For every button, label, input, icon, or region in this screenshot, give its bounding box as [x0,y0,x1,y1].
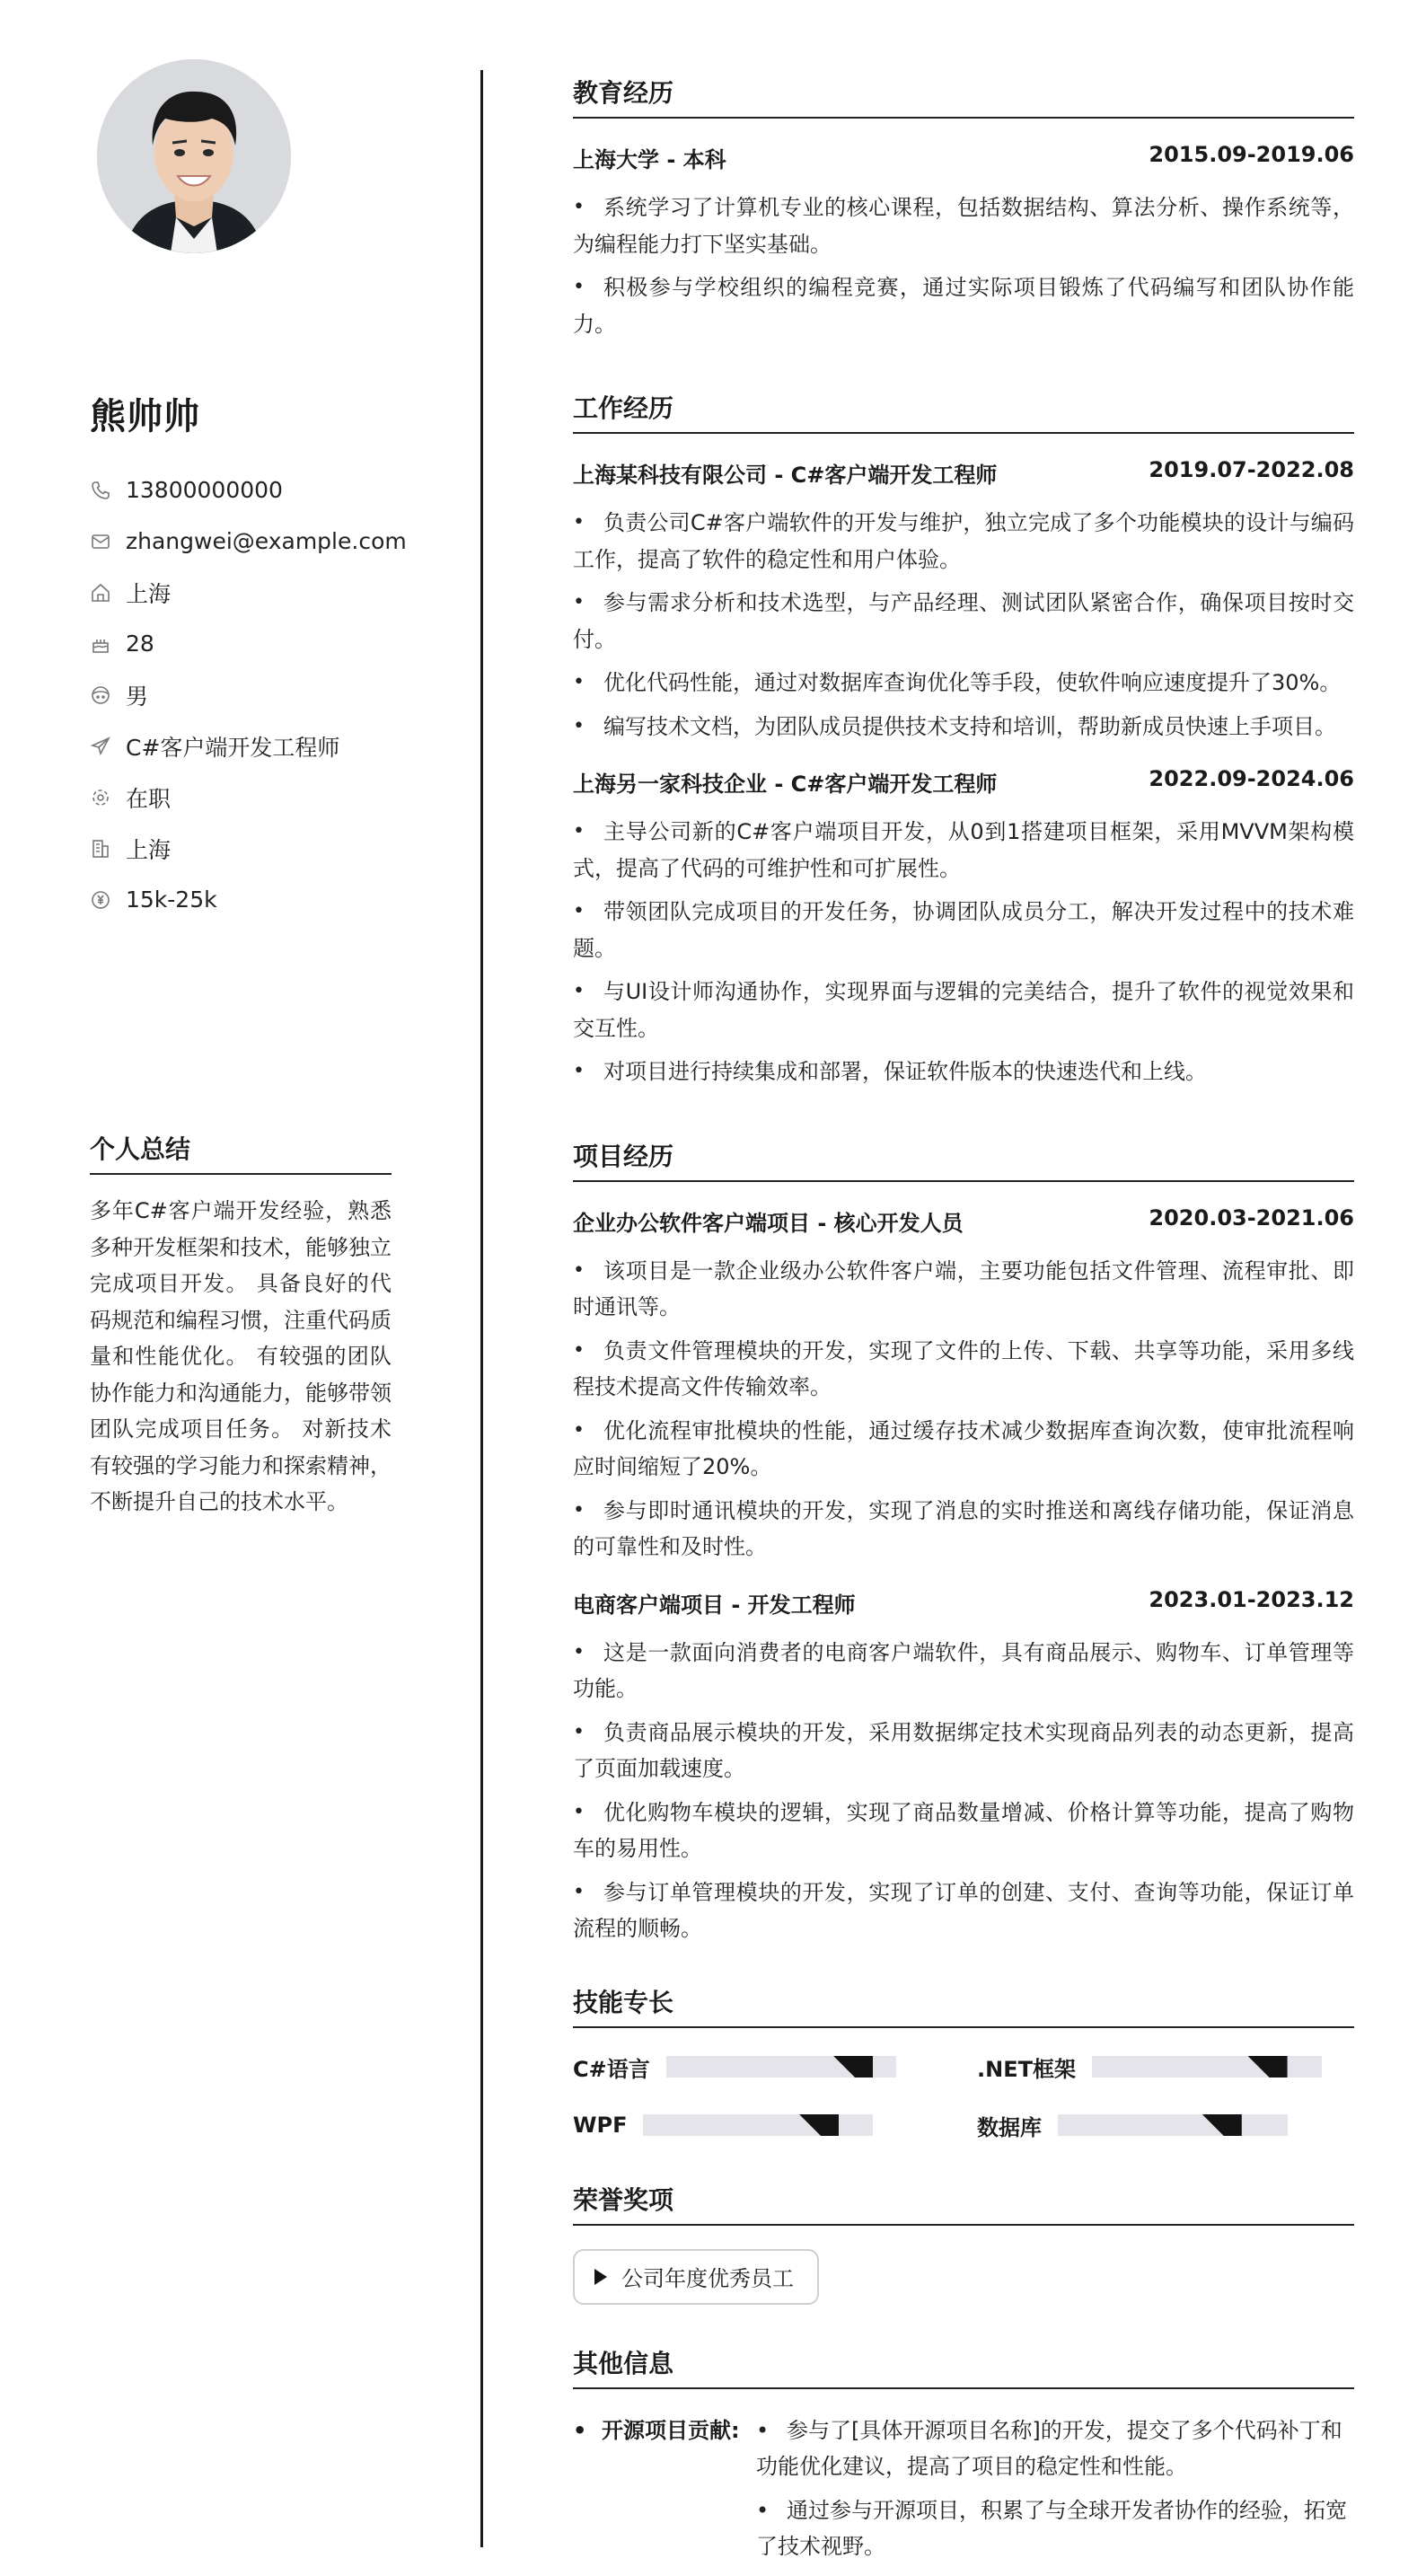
info-age-text: 28 [126,631,154,657]
skill-item [573,2110,977,2141]
skill-bar [1092,2056,1322,2078]
skill-name: C#语言 [573,2056,650,2082]
gender-icon [90,684,111,706]
skill-item [573,2051,977,2083]
list-item: • 编写技术文档，为团队成员提供技术支持和培训，帮助新成员快速上手项目。 [573,709,1354,745]
list-item: • 该项目是一款企业级办公软件客户端，主要功能包括文件管理、流程审批、即时通讯等。 [573,1253,1354,1326]
info-gender-text: 男 [126,683,149,710]
work-org: 上海另一家科技企业 - C#客户端开发工程师 [573,772,998,797]
list-item: • 参与订单管理模块的开发，实现了订单的创建、支付、查询等功能，保证订单流程的顺畅。 [573,1875,1354,1947]
list-item: • 参与需求分析和技术选型，与产品经理、测试团队紧密合作，确保项目按时交付。 [573,585,1354,657]
status-icon [90,787,111,808]
info-status [90,772,395,823]
building-icon [90,838,111,860]
list-item: • 负责商品展示模块的开发，采用数据绑定技术实现商品列表的动态更新，提高了页面加载速度。 [573,1715,1354,1787]
education-date: 2015.09-2019.06 [1149,142,1354,167]
project-bullets [573,1635,1354,1947]
home-icon [90,582,111,604]
info-city [90,823,395,874]
work-bullets [573,814,1354,1090]
list-item: • 对项目进行持续集成和部署，保证软件版本的快速迭代和上线。 [573,1054,1354,1090]
project-entry-head [573,1587,1354,1619]
list-item: • 优化购物车模块的逻辑，实现了商品数量增减、价格计算等功能，提高了购物车的易用性。 [573,1795,1354,1867]
skill-name: 数据库 [977,2114,1042,2140]
work-org: 上海某科技有限公司 - C#客户端开发工程师 [573,463,998,488]
left-column [90,59,407,1514]
info-position-text: C#客户端开发工程师 [126,734,340,761]
salary-icon [90,889,111,911]
info-email [90,516,407,567]
list-item: • 与UI设计师沟通协作，实现界面与逻辑的完美结合，提升了软件的视觉效果和交互性。 [573,974,1354,1046]
skill-item [977,2110,1354,2141]
other-row [573,2413,1354,2572]
skill-item [977,2051,1354,2083]
avatar [97,59,291,253]
info-phone [90,464,395,516]
awards-heading: 荣誉奖项 [573,2181,1354,2226]
award-label: 公司年度优秀员工 [621,2266,794,2291]
info-email-text: zhangwei@example.com [126,528,407,554]
project-name: 电商客户端项目 - 开发工程师 [573,1592,856,1618]
column-divider [480,70,483,2547]
summary-heading: 个人总结 [90,1130,392,1175]
other-bullets [756,2413,1354,2572]
right-column [573,74,1354,2572]
education-heading: 教育经历 [573,74,1354,119]
phone-icon [90,480,111,501]
work-entry-head [573,766,1354,798]
list-item: • 主导公司新的C#客户端项目开发，从0到1搭建项目框架，采用MVVM架构模式，提高了代码的可维护性和可扩展性。 [573,814,1354,887]
list-item: • 系统学习了计算机专业的核心课程，包括数据结构、算法分析、操作系统等，为编程能力打下坚实基础。 [573,190,1354,262]
info-phone-text: 13800000000 [126,477,283,503]
education-entry-head [573,142,1354,173]
work-bullets [573,505,1354,745]
project-entry-head [573,1205,1354,1237]
education-section [573,74,1354,342]
skill-bar [643,2114,873,2136]
info-age [90,618,395,669]
other-section [573,2344,1354,2572]
skill-bar-fill [643,2114,839,2136]
info-position [90,720,395,772]
person-name: 熊帅帅 [90,396,200,437]
list-item: • 通过参与开源项目，积累了与全球开发者协作的经验，拓宽了技术视野。 [756,2492,1354,2565]
work-date: 2022.09-2024.06 [1149,766,1354,791]
skill-bar-fill [666,2056,873,2078]
skill-bar-fill [1092,2056,1288,2078]
awards-section [573,2181,1354,2344]
send-icon [90,736,111,757]
work-date: 2019.07-2022.08 [1149,457,1354,482]
projects-heading: 项目经历 [573,1137,1354,1182]
project-bullets [573,1253,1354,1566]
skill-name: .NET框架 [977,2056,1076,2082]
list-item: • 优化流程审批模块的性能，通过缓存技术减少数据库查询次数，使审批流程响应时间缩短了20%。 [573,1413,1354,1486]
work-entry-head [573,457,1354,489]
list-item: • 参与了[具体开源项目名称]的开发，提交了多个代码补丁和功能优化建议，提高了项目的稳定性和性能。 [756,2413,1354,2485]
skills-grid [573,2051,1354,2141]
award-item[interactable] [573,2249,819,2305]
project-name: 企业办公软件客户端项目 - 核心开发人员 [573,1210,964,1236]
info-status-text: 在职 [126,785,172,812]
skill-bar-fill [1058,2114,1242,2136]
list-item: • 参与即时通讯模块的开发，实现了消息的实时推送和离线存储功能，保证消息的可靠性和及时性。 [573,1493,1354,1566]
other-key: • 开源项目贡献: [573,2413,756,2572]
skill-name: WPF [573,2113,628,2138]
info-location-text: 上海 [126,580,172,607]
mail-icon [90,531,111,552]
education-org: 上海大学 - 本科 [573,147,726,172]
info-city-text: 上海 [126,836,172,863]
info-location [90,567,395,618]
skills-section [573,1983,1354,2141]
play-icon [594,2269,607,2285]
work-heading: 工作经历 [573,389,1354,434]
list-item: • 带领团队完成项目的开发任务，协调团队成员分工，解决开发过程中的技术难题。 [573,894,1354,966]
skills-heading: 技能专长 [573,1983,1354,2028]
list-item: • 负责公司C#客户端软件的开发与维护，独立完成了多个功能模块的设计与编码工作，提高了软件的稳定性和用户体验。 [573,505,1354,578]
project-date: 2023.01-2023.12 [1149,1586,1354,1612]
other-heading: 其他信息 [573,2344,1354,2389]
skill-bar [666,2056,896,2078]
summary-text: 多年C#客户端开发经验，熟悉多种开发框架和技术，能够独立完成项目开发。 具备良好的代码规范和编程习惯，注重代码质量和性能优化。 有较强的团队协作能力和沟通能力，能够带领团队完成项目任务。 对新技术有较强的学习能力和探索精神，不断提升自己的技术水平。 [90,1198,392,1514]
info-salary [90,874,395,925]
education-bullets [573,190,1354,342]
list-item: • 积极参与学校组织的编程竞赛，通过实际项目锻炼了代码编写和团队协作能力。 [573,269,1354,342]
project-date: 2020.03-2021.06 [1149,1204,1354,1231]
info-gender [90,669,395,720]
avatar-photo [97,59,291,253]
contact-info-list [90,464,407,925]
work-section [573,389,1354,1090]
list-item: • 优化代码性能，通过对数据库查询优化等手段，使软件响应速度提升了30%。 [573,665,1354,701]
cake-icon [90,633,111,655]
list-item: • 这是一款面向消费者的电商客户端软件，具有商品展示、购物车、订单管理等功能。 [573,1635,1354,1707]
skill-bar [1058,2114,1288,2136]
list-item: • 负责文件管理模块的开发，实现了文件的上传、下载、共享等功能，采用多线程技术提高文件传输效率。 [573,1333,1354,1406]
info-salary-text: 15k-25k [126,887,217,913]
projects-section [573,1137,1354,1947]
